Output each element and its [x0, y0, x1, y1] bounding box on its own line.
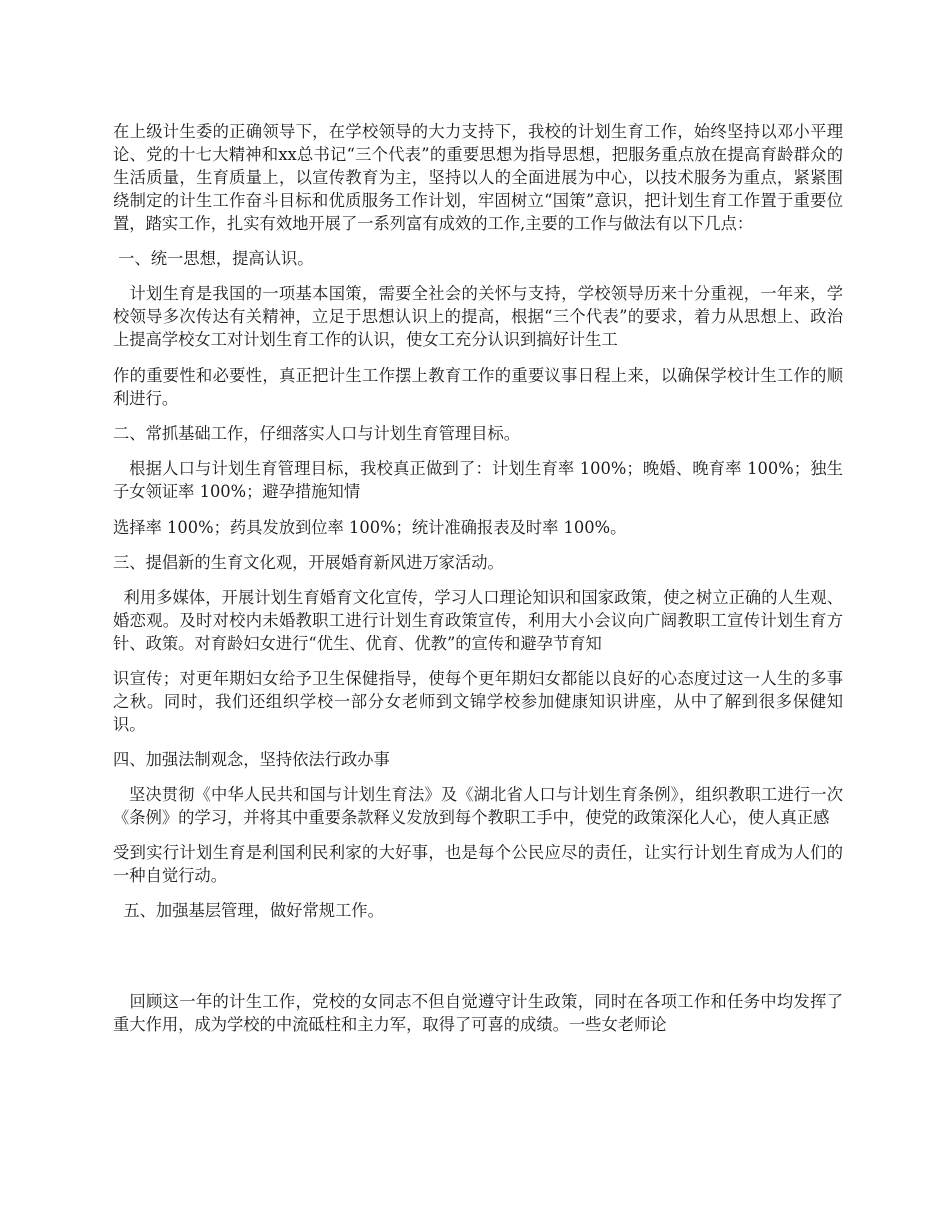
section-3-paragraph-a: 利用多媒体，开展计划生育婚育文化宣传，学习人口理论知识和国家政策，使之树立正确的人生观、婚恋观。及时对校内未婚教职工进行计划生育政策宣传，利用大小会议向广阔教职工宣传计划生育方针、政策。对育龄妇女进行“优生、优育、优教”的宣传和避孕节育知 [113, 588, 843, 653]
section-2-paragraph-b: 选择率 100%；药具发放到位率 100%；统计准确报表及时率 100%。 [113, 518, 627, 537]
document-body [113, 120, 843, 1036]
section-heading-2: 二、常抓基础工作，仔细落实人口与计划生育管理目标。 [113, 424, 521, 443]
section-heading-4: 四、加强法制观念，坚持依法行政办事 [113, 750, 390, 769]
section-heading-1: 一、统一思想，提高认识。 [113, 249, 314, 268]
section-heading-5: 五、加强基层管理，做好常规工作。 [113, 901, 384, 920]
section-4-paragraph-b: 受到实行计划生育是利国利民利家的大好事，也是每个公民应尽的责任，让实行计划生育成为人们的一种自觉行动。 [113, 843, 843, 885]
section-1-paragraph-a: 计划生育是我国的一项基本国策，需要全社会的关怀与支持，学校领导历来十分重视，一年来，学校领导多次传达有关精神，立足于思想认识上的提高，根据“三个代表”的要求，着力从思想上、政治上提高学校女工对计划生育工作的认识，使女工充分认识到搞好计生工 [113, 284, 843, 349]
section-1-paragraph-b: 作的重要性和必要性，真正把计生工作摆上教育工作的重要议事日程上来，以确保学校计生工作的顺利进行。 [113, 366, 843, 408]
section-heading-3: 三、提倡新的生育文化观，开展婚育新风进万家活动。 [113, 553, 504, 572]
review-paragraph: 回顾这一年的计生工作，党校的女同志不但自觉遵守计生政策，同时在各项工作和任务中均发挥了重大作用，成为学校的中流砥柱和主力军，取得了可喜的成绩。一些女老师论 [113, 992, 843, 1034]
section-2-paragraph-a: 根据人口与计划生育管理目标，我校真正做到了：计划生育率 100%；晚婚、晚育率 100%；独生子女领证率 100%；避孕措施知情 [113, 459, 843, 501]
section-3-paragraph-b: 识宣传；对更年期妇女给予卫生保健指导，使每个更年期妇女都能以良好的心态度过这一人生的多事之秋。同时，我们还组织学校一部分女老师到文锦学校参加健康知识讲座，从中了解到很多保健知识。 [113, 669, 843, 734]
section-4-paragraph-a: 坚决贯彻《中华人民共和国与计划生育法》及《湖北省人口与计划生育条例》，组织教职工进行一次《条例》的学习，并将其中重要条款释义发放到每个教职工手中，使党的政策深化人心，使人真正感 [113, 785, 843, 827]
intro-paragraph: 在上级计生委的正确领导下，在学校领导的大力支持下，我校的计划生育工作，始终坚持以邓小平理论、党的十七大精神和xx总书记“三个代表”的重要思想为指导思想，把服务重点放在提高育龄群众的生活质量，生育质量上，以宣传教育为主，坚持以人的全面进展为中心，以技术服务为重点，紧紧围绕制定的计生工作奋斗目标和优质服务工作计划，牢固树立“国策”意识，把计划生育工作置于重要位置，踏实工作，扎实有效地开展了一系列富有成效的工作,主要的工作与做法有以下几点： [113, 122, 843, 233]
